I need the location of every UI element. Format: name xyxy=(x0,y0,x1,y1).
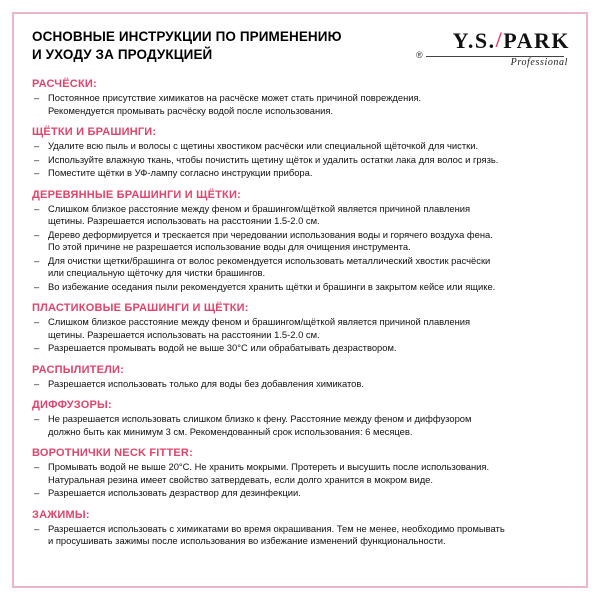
instruction-section xyxy=(32,126,570,180)
document-header xyxy=(32,28,570,68)
document-frame xyxy=(12,12,588,588)
instructions-list xyxy=(32,78,570,548)
list-item-text: Во избежание оседания пыли рекомендуется хранить щётки и брашинги в закрытом кейсе или ящике. xyxy=(48,280,496,292)
list-item xyxy=(32,487,570,500)
brand-name-first: Y.S. xyxy=(452,28,496,53)
dash-bullet-icon: – xyxy=(34,316,40,327)
list-item xyxy=(32,92,570,117)
list-item xyxy=(32,523,570,548)
instruction-section xyxy=(32,189,570,294)
section-items xyxy=(32,461,570,500)
instruction-section xyxy=(32,447,570,500)
section-items xyxy=(32,523,570,548)
brand-subtitle: Professional xyxy=(510,57,568,68)
instruction-section xyxy=(32,509,570,548)
instruction-section xyxy=(32,78,570,117)
list-item-text: Не разрешается использовать слишком близко к фену. Расстояние между феном и диффузором должно быть как минимум 3 см. Рекомендованный срок использования: 6 месяцев. xyxy=(48,413,472,437)
dash-bullet-icon: – xyxy=(34,522,40,534)
section-heading: ЩЁТКИ И БРАШИНГИ: xyxy=(32,126,157,138)
section-items xyxy=(32,203,570,294)
list-item-text: Разрешается использовать дезраствор для дезинфекции. xyxy=(48,487,301,498)
list-item-text: Промывать водой не выше 20°С. Не хранить мокрыми. Протереть и высушить после использования. Натуральная резина имеет свойство затвердевать, если долго хранится в мокром виде. xyxy=(48,461,490,485)
list-item xyxy=(32,378,570,391)
instruction-section xyxy=(32,364,570,391)
dash-bullet-icon: – xyxy=(34,342,40,353)
instruction-section xyxy=(32,399,570,438)
list-item xyxy=(32,255,570,280)
list-item-text: Слишком близкое расстояние между феном и брашингом/щёткой является причиной плавления щетины. Разрешается использовать на расстоянии 1.5-2.0 см. xyxy=(48,316,471,340)
list-item-text: Используйте влажную ткань, чтобы почистить щетину щёток и удалить остатки лака для волос и грязь. xyxy=(48,153,499,165)
section-heading: ПЛАСТИКОВЫЕ БРАШИНГИ И ЩЁТКИ: xyxy=(32,302,249,314)
list-item-text: Поместите щётки в УФ-лампу согласно инструкции прибора. xyxy=(48,167,313,178)
list-item-text: Для очистки щетки/брашинга от волос рекомендуется использовать металлический хвостик расчёски или специальную щёточку для чистки брашингов. xyxy=(48,254,491,278)
section-items xyxy=(32,140,570,180)
section-heading: РАСЧЁСКИ: xyxy=(32,78,97,90)
instruction-section xyxy=(32,302,570,355)
dash-bullet-icon: – xyxy=(34,254,40,266)
dash-bullet-icon: – xyxy=(34,140,40,151)
list-item xyxy=(32,281,570,294)
dash-bullet-icon: – xyxy=(34,167,40,178)
list-item-text: Удалите всю пыль и волосы с щетины хвостиком расчёски или специальной щёточкой для чистки. xyxy=(48,140,479,151)
list-item-text: Слишком близкое расстояние между феном и брашингом/щёткой является причиной плавления щетины. Разрешается использовать на расстоянии 1.5-2.0 см. xyxy=(48,202,471,226)
page-title xyxy=(32,28,342,64)
section-heading: ДЕРЕВЯННЫЕ БРАШИНГИ И ЩЁТКИ: xyxy=(32,188,241,201)
section-heading: ВОРОТНИЧКИ NECK FITTER: xyxy=(32,447,193,459)
brand-slash-icon: / xyxy=(495,27,504,52)
list-item xyxy=(32,167,570,180)
section-items xyxy=(32,92,570,117)
list-item-text: Разрешается использовать с химикатами во время окрашивания. Тем не менее, необходимо промывать и просушивать зажимы после использования во избежание изменений функциональности. xyxy=(48,522,505,546)
list-item xyxy=(32,413,570,438)
list-item xyxy=(32,203,570,228)
page-title-line-2: И УХОДУ ЗА ПРОДУКЦИЕЙ xyxy=(32,47,213,63)
section-items xyxy=(32,413,570,438)
list-item xyxy=(32,154,570,167)
brand-divider xyxy=(426,56,564,57)
section-items xyxy=(32,378,570,391)
brand-name-last: PARK xyxy=(503,28,570,53)
dash-bullet-icon: – xyxy=(34,228,40,240)
brand-name xyxy=(420,27,570,53)
list-item-text: Разрешается использовать только для воды без добавления химикатов. xyxy=(48,377,364,389)
list-item-text: Дерево деформируется и трескается при чередовании использования воды и горячего воздуха фена. По этой причине не разрешается использование воды для очищения инструмента. xyxy=(48,228,493,252)
section-heading: ДИФФУЗОРЫ: xyxy=(32,399,112,411)
dash-bullet-icon: – xyxy=(34,92,40,103)
list-item-text: Постоянное присутствие химикатов на расчёске может стать причиной повреждения. Рекомендуется промывать расчёску водой после использования. xyxy=(48,92,422,116)
registered-trademark-icon: ® xyxy=(416,50,423,60)
dash-bullet-icon: – xyxy=(34,377,40,389)
list-item xyxy=(32,140,570,153)
dash-bullet-icon: – xyxy=(34,202,40,214)
dash-bullet-icon: – xyxy=(34,461,40,472)
list-item xyxy=(32,461,570,486)
dash-bullet-icon: – xyxy=(34,280,40,292)
dash-bullet-icon: – xyxy=(34,487,40,498)
list-item xyxy=(32,316,570,341)
list-item-text: Разрешается промывать водой не выше 30°С или обрабатывать дезраствором. xyxy=(48,342,397,353)
list-item xyxy=(32,229,570,254)
list-item xyxy=(32,342,570,355)
section-items xyxy=(32,316,570,355)
section-heading: РАСПЫЛИТЕЛИ: xyxy=(32,363,125,376)
page-title-line-1: ОСНОВНЫЕ ИНСТРУКЦИИ ПО ПРИМЕНЕНИЮ xyxy=(32,29,342,44)
dash-bullet-icon: – xyxy=(34,413,40,424)
brand-logo xyxy=(416,27,570,68)
section-heading: ЗАЖИМЫ: xyxy=(32,508,90,521)
dash-bullet-icon: – xyxy=(34,153,40,165)
